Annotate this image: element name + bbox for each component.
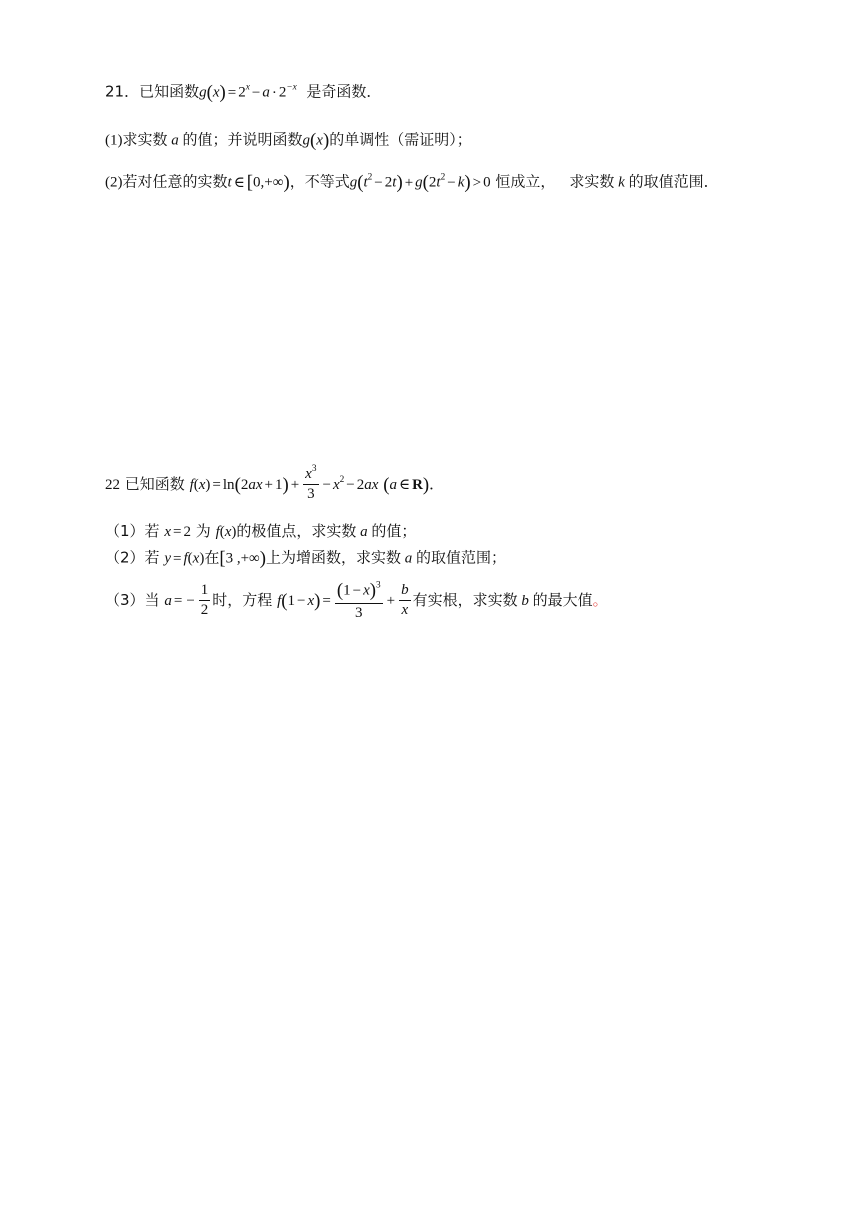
red-period-mark: 。 xyxy=(592,590,608,609)
q22-stem: 22 已知函数 f(x) = ln(2ax + 1) + $\frac{x^3}{3}$ − $x^2 - 2ax$ (a ∈ R)． xyxy=(105,464,445,503)
q21-function-expression: g xyxy=(199,84,207,101)
q22-part1: （1）若 x = 2 为 f(x)的极值点，求实数 a 的值； xyxy=(105,522,417,540)
q21-number: 21． xyxy=(105,82,140,101)
q21-part2: (2)若对任意的实数t ∈ [0,+∞)，不等式$g(t^2 - 2t) + g(2t^2 - k) > 0$ 恒成立， 求实数 k 的取值范围． xyxy=(105,172,719,193)
q21-part1: (1)求实数 a 的值；并说明函数g(x)的单调性（需证明）； xyxy=(105,130,472,151)
q22-function-expression: f(x) = ln(2ax + 1) + $\frac{x^3}{3}$ − $x^2 - 2ax$ (a ∈ R) xyxy=(189,464,430,503)
q22-part2: （2）若 y = f(x)在[3 ,+∞)上为增函数，求实数 a 的取值范围； xyxy=(105,548,507,569)
q22-number: 22 xyxy=(105,476,120,493)
q21-stem: 21．已知函数$g(x) = 2^x - a \cdot 2^{-x}$ 是奇函数． xyxy=(105,82,382,103)
q22-part3: （3）当 a = − $\frac{1}{2}$ 时，方程 f(1 − x) = $\frac{(1 - x)^3}{3}$ + $\frac{b}{x}$ 有实根，求实数 b 的最大值。 xyxy=(105,580,608,621)
